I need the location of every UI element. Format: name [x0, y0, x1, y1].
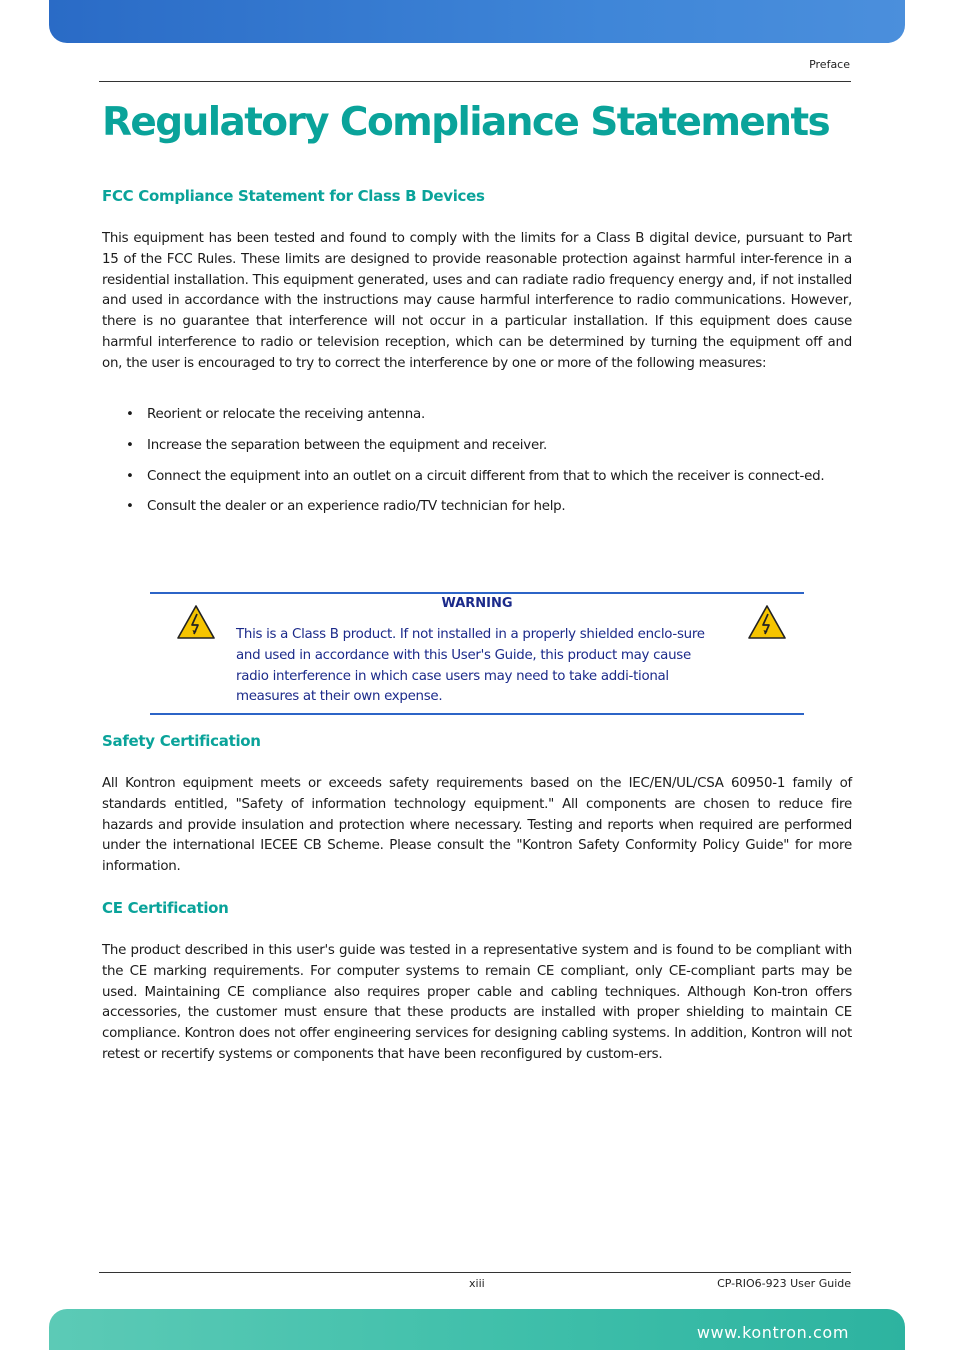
- safety-paragraph: All Kontron equipment meets or exceeds safety requirements based on the IEC/EN/UL/CSA 60950-1 family of standards entitled, "Safety of information technology equipment." All components are chosen to reduce fire hazards and provide insulation and protection where necessary. Testing and reports when required are performed under the international IECEE CB Scheme. Please consult the "Kontron Safety Conformity Policy Guide" for more information.: [102, 776, 852, 875]
- running-header: Preface: [809, 58, 850, 71]
- fcc-paragraph: This equipment has been tested and found to comply with the limits for a Class B digital device, pursuant to Part 15 of the FCC Rules. These limits are designed to provide reasonable protection against harmful inter-ference in a residential installation. This equipment generated, uses and can radiate radio frequency energy and, if not installed and used in accordance with the instructions may cause harmful interference to radio communications. However, there is no guarantee that interference will not occur in a particular installation. If this equipment does cause harmful interference to radio or television reception, which can be determined by turning the equipment off and on, the user is encouraged to try to correct the interference by one or more of the following measures:: [102, 231, 852, 371]
- list-item: [102, 497, 852, 518]
- list-item-text: Increase the separation between the equipment and receiver.: [147, 437, 547, 453]
- ce-paragraph: The product described in this user's guide was tested in a representative system and is found to be compliant with the CE marking requirements. For computer systems to remain CE compliant, only CE-compliant parts may be used. Maintaining CE compliance also requires proper cable and cabling techniques. Although Kon-tron offers accessories, the customer must ensure that these products are installed with proper shielding to maintain CE compliance. Kontron does not offer engineering services for designing cabling systems. In addition, Kontron will not retest or recertify systems or components that have been reconfigured by custom-ers.: [102, 943, 852, 1062]
- warning-text: This is a Class B product. If not installed in a properly shielded enclo-sure and used in accordance with this User's Guide, this product may cause radio interference in which case users may need to take addi-tional measures at their own expense.: [236, 627, 705, 705]
- footer-divider: [99, 1272, 851, 1273]
- list-item-text: Reorient or relocate the receiving antenna.: [147, 407, 425, 422]
- high-voltage-warning-icon: [176, 604, 216, 640]
- ce-heading: CE Certification: [102, 899, 229, 917]
- fcc-heading: FCC Compliance Statement for Class B Devices: [102, 187, 485, 205]
- fcc-measures-list: [102, 405, 852, 528]
- list-item: [102, 436, 852, 457]
- page-number: xiii: [469, 1277, 485, 1290]
- website-link[interactable]: www.kontron.com: [696, 1323, 849, 1342]
- list-item: [102, 405, 852, 426]
- warning-title: WARNING: [441, 596, 513, 611]
- list-item: [102, 467, 852, 488]
- safety-heading: Safety Certification: [102, 732, 261, 750]
- top-banner: [49, 0, 905, 43]
- high-voltage-warning-icon: [747, 604, 787, 640]
- warning-box: [150, 592, 804, 715]
- bullet-icon: •: [126, 407, 134, 422]
- bullet-icon: •: [126, 468, 134, 484]
- document-name: CP-RIO6-923 User Guide: [717, 1277, 851, 1290]
- bullet-icon: •: [126, 499, 134, 515]
- list-item-text: Consult the dealer or an experience radio/TV technician for help.: [147, 499, 566, 515]
- page-title: Regulatory Compliance Statements: [102, 100, 830, 145]
- header-divider: [99, 81, 851, 82]
- bullet-icon: •: [126, 437, 134, 453]
- bottom-banner: [49, 1309, 905, 1350]
- list-item-text: Connect the equipment into an outlet on a circuit different from that to which the receiver is connect-ed.: [147, 468, 825, 484]
